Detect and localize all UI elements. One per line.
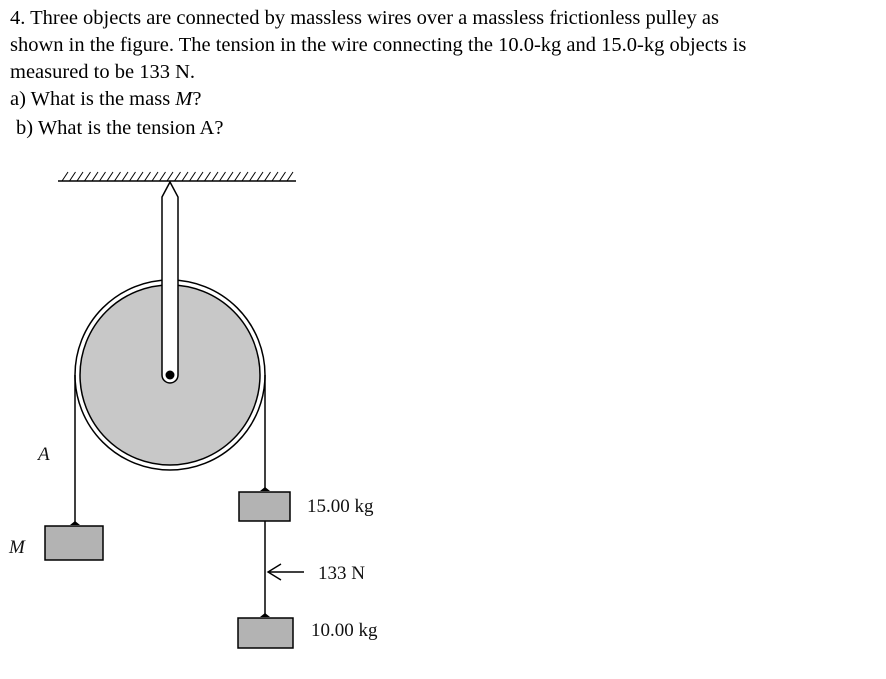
hook-10kg [260,613,270,617]
question-line-1: 4. Three objects are connected by massless wires over a massless frictionless pulley as [10,7,719,29]
question-part-b: b) What is the tension A? [16,117,224,139]
ceiling-hatch-mark [212,172,218,181]
part-a-variable: M [175,88,193,110]
pulley-axle [166,371,175,380]
ceiling-hatch-mark [287,172,293,181]
ceiling-hatch-mark [130,172,136,181]
part-a-suffix: ? [192,88,202,110]
ceiling-hatch-mark [265,172,271,181]
ceiling-hatch-mark [167,172,173,181]
ceiling-hatch-mark [107,172,113,181]
ceiling-hatch-mark [70,172,76,181]
ceiling-hatch-mark [92,172,98,181]
ceiling-hatch-mark [197,172,203,181]
label-15kg: 15.00 kg [307,496,374,517]
label-10kg: 10.00 kg [311,620,378,641]
ceiling-hatch-mark [85,172,91,181]
ceiling-hatch-mark [250,172,256,181]
ceiling-hatch-mark [62,172,68,181]
mass-M-block [45,526,103,560]
hook-15kg [260,487,270,491]
ceiling-hatch-mark [280,172,286,181]
mass-15kg-block [239,492,290,521]
ceiling-hatch-mark [77,172,83,181]
question-line-2: shown in the figure. The tension in the wire connecting the 10.0-kg and 15.0-kg objects is [10,34,747,56]
label-M: M [9,537,25,558]
label-A: A [38,444,50,465]
question-line-3: measured to be 133 N. [10,61,196,83]
ceiling-hatch-mark [160,172,166,181]
ceiling-hatch-mark [242,172,248,181]
ceiling-hatch-mark [205,172,211,181]
tension-arrow [268,564,304,580]
label-tension: 133 N [318,563,365,584]
pulley-bracket [162,182,178,383]
mass-10kg-block [238,618,293,648]
ceiling-hatch-mark [115,172,121,181]
ceiling-hatch-mark [227,172,233,181]
ceiling-hatch-mark [122,172,128,181]
ceiling-hatch-mark [190,172,196,181]
ceiling-hatch-mark [175,172,181,181]
hook-M [70,521,80,525]
part-a-prefix: a) What is the mass [10,88,176,110]
ceiling-hatch-mark [145,172,151,181]
ceiling-hatch-mark [152,172,158,181]
ceiling-hatching [62,172,293,181]
ceiling-hatch-mark [235,172,241,181]
ceiling-hatch-mark [100,172,106,181]
ceiling-hatch-mark [257,172,263,181]
ceiling-hatch-mark [182,172,188,181]
ceiling-hatch-mark [220,172,226,181]
ceiling [58,172,296,181]
ceiling-hatch-mark [137,172,143,181]
ceiling-hatch-mark [272,172,278,181]
